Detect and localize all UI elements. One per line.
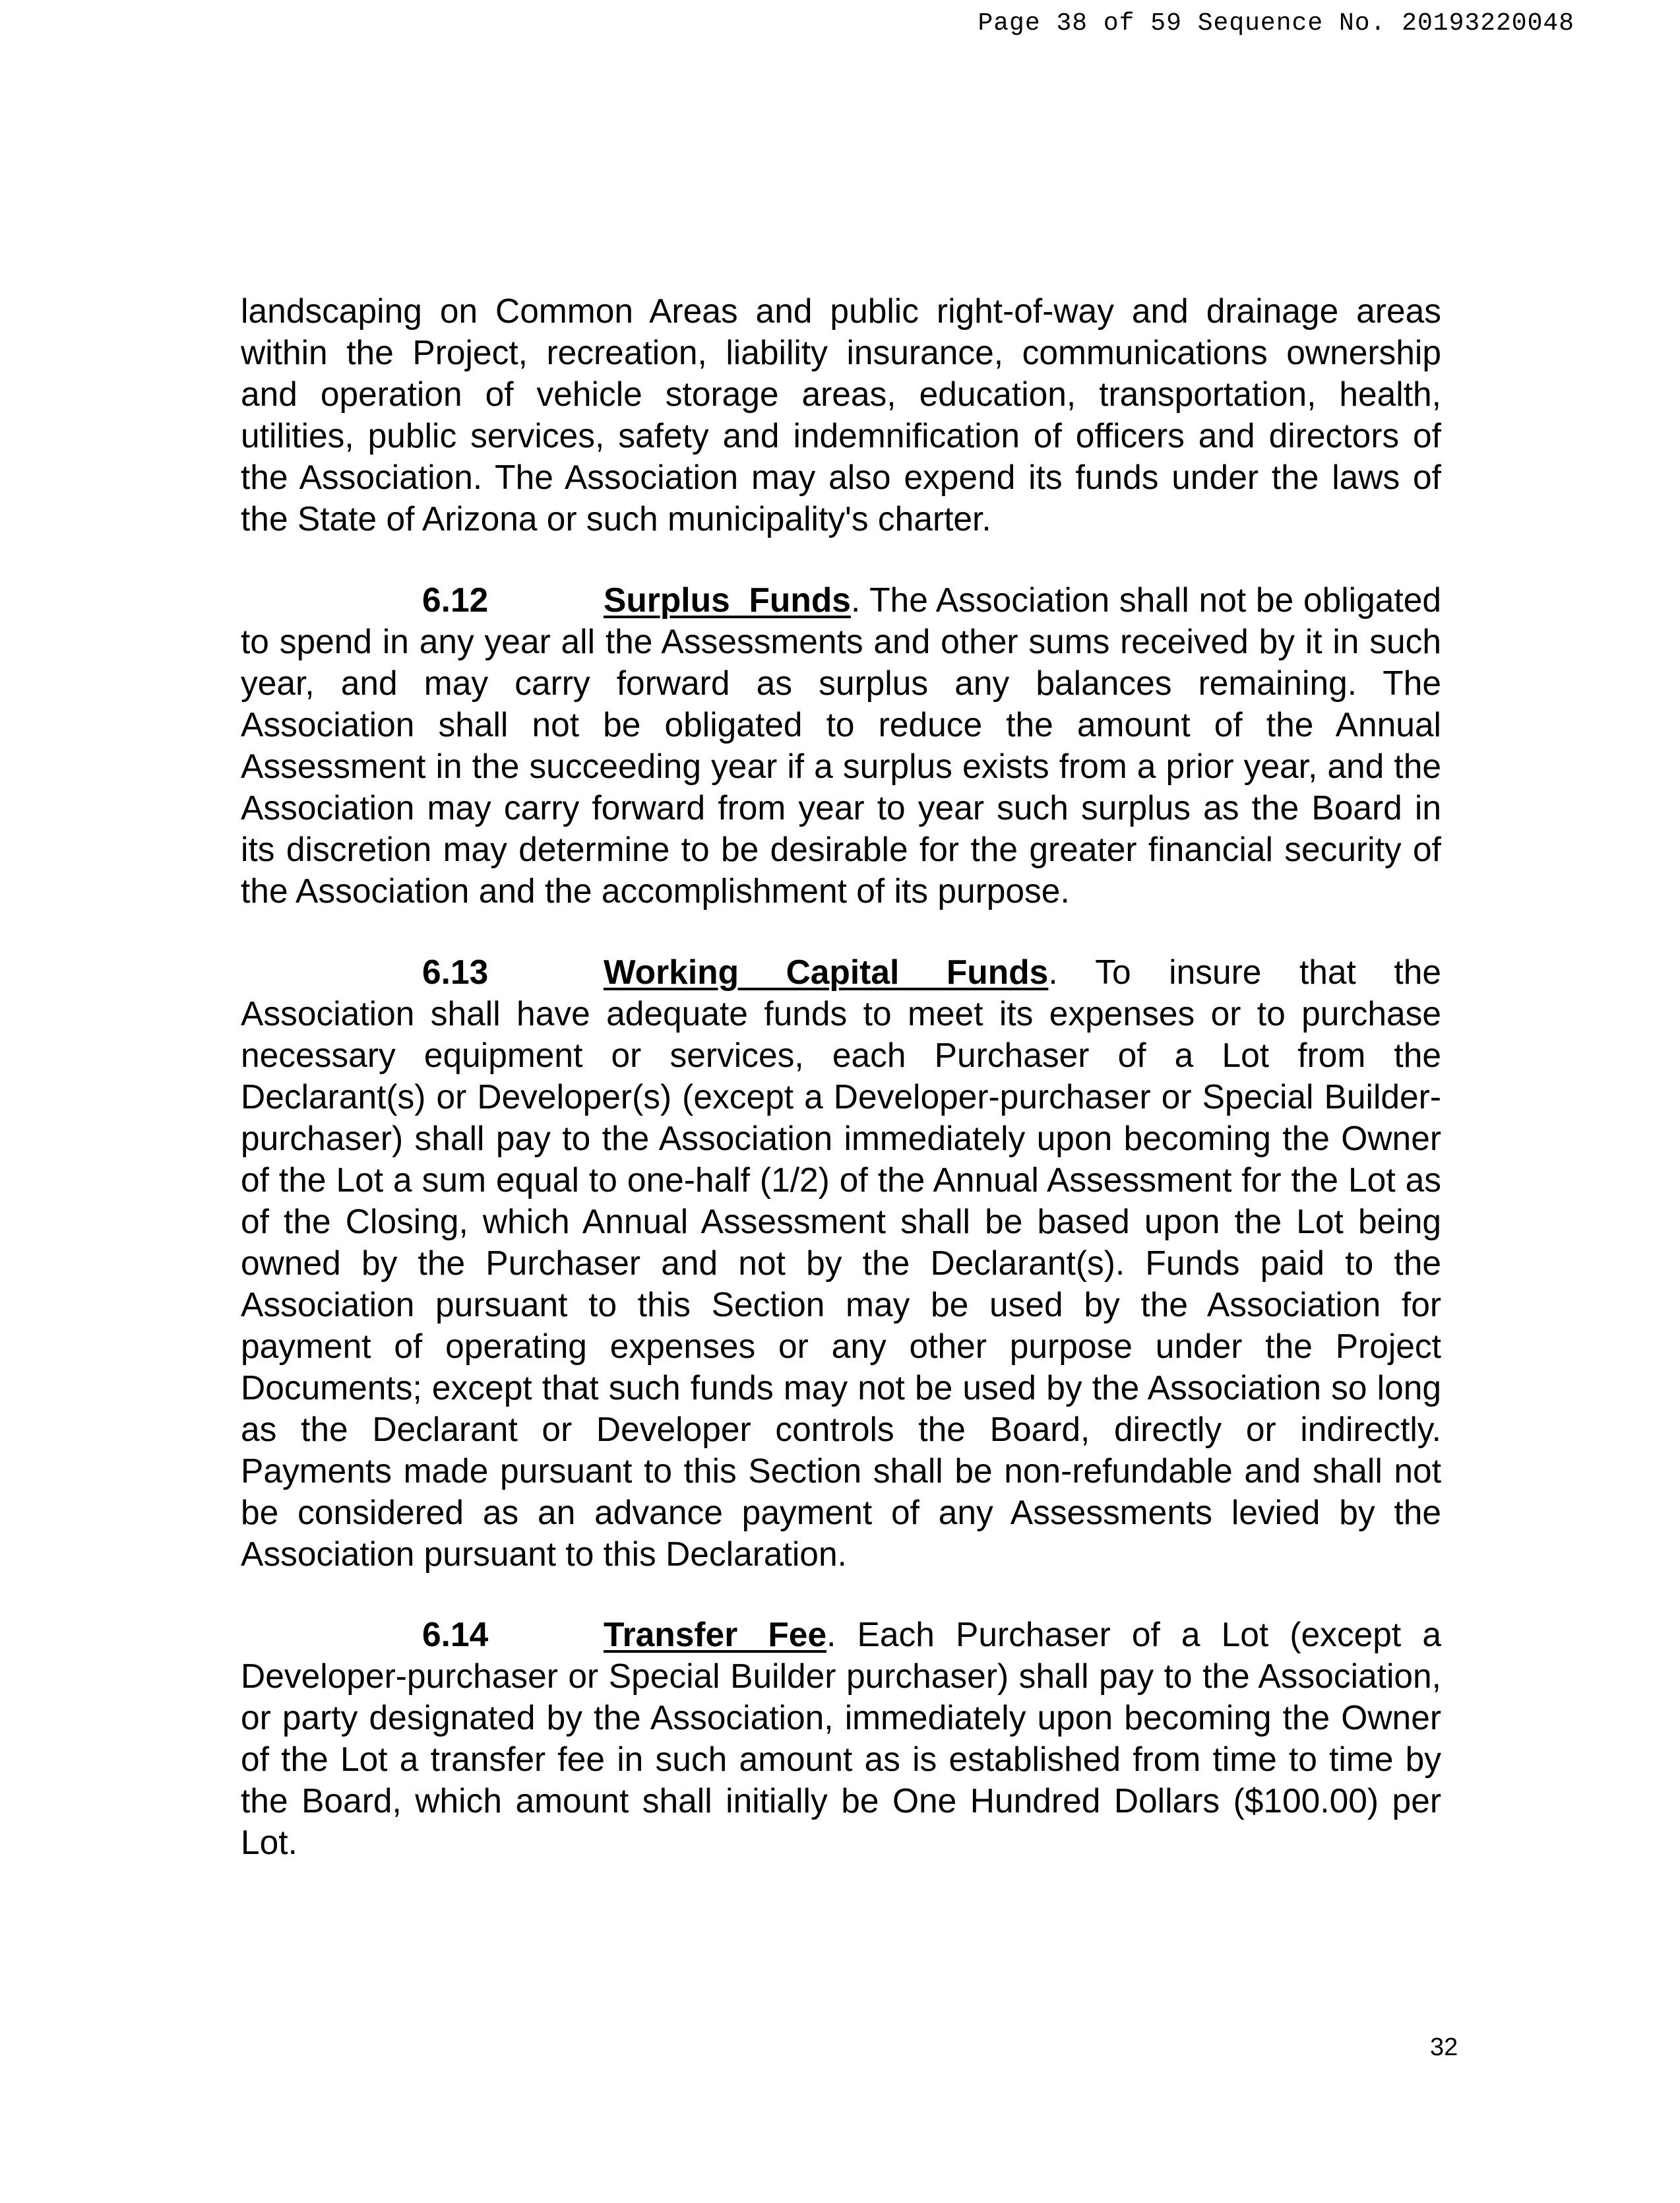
paragraph-intro-text: landscaping on Common Areas and public right-of-way and drainage areas within the Project, recreation, liability insurance, communications ownership and operation of vehicle storage areas, education, transportation, health, utilities, public services, safety and indemnification of officers and directors of the Association. The Association may also expend its funds under the laws of the State of Arizona or such municipality's charter. bbox=[241, 292, 1441, 538]
section-body: . The Association shall not be obligated to spend in any year all the Assessments and other sums received by it in such year, and may carry forward as surplus any balances remaining. The Association shall not be obligated to reduce the amount of the Annual Assessment in the succeeding year if a surplus exists from a prior year, and the Association may carry forward from year to year such surplus as the Board in its discretion may determine to be desirable for the greater financial security of the Association and the accomplishment of its purpose. bbox=[241, 581, 1441, 910]
page-number: 32 bbox=[1430, 2033, 1458, 2061]
section-6-13 bbox=[241, 951, 1441, 1575]
section-body: . To insure that the Association shall have adequate funds to meet its expenses or to purchase necessary equipment or services, each Purchaser of a Lot from the Declarant(s) or Developer(s) (except a Developer-purchaser or Special Builder-purchaser) shall pay to the Association immediately upon becoming the Owner of the Lot a sum equal to one-half (1/2) of the Annual Assessment for the Lot as of the Closing, which Annual Assessment shall be based upon the Lot being owned by the Purchaser and not by the Declarant(s). Funds paid to the Association pursuant to this Section may be used by the Association for payment of operating expenses or any other purpose under the Project Documents; except that such funds may not be used by the Association so long as the Declarant or Developer controls the Board, directly or indirectly. Payments made pursuant to this Section shall be non-refundable and shall not be considered as an advance payment of any Assessments levied by the Association pursuant to this Declaration. bbox=[241, 953, 1442, 1573]
section-number: 6.14 bbox=[422, 1615, 489, 1653]
section-6-12 bbox=[241, 579, 1441, 912]
section-title: Surplus Funds bbox=[604, 581, 851, 619]
paragraph-intro bbox=[241, 290, 1441, 540]
section-6-14 bbox=[241, 1614, 1441, 1863]
section-number: 6.12 bbox=[422, 581, 489, 619]
section-title: Transfer Fee bbox=[604, 1615, 827, 1653]
page-header: Page 38 of 59 Sequence No. 20193220048 bbox=[978, 9, 1574, 38]
section-number: 6.13 bbox=[422, 953, 489, 991]
section-body: . Each Purchaser of a Lot (except a Developer-purchaser or Special Builder purchaser) shall pay to the Association, or party designated by the Association, immediately upon becoming the Owner of the Lot a transfer fee in such amount as is established from time to time by the Board, which amount shall initially be One Hundred Dollars ($100.00) per Lot. bbox=[241, 1615, 1441, 1861]
section-title: Working Capital Funds bbox=[604, 953, 1049, 991]
